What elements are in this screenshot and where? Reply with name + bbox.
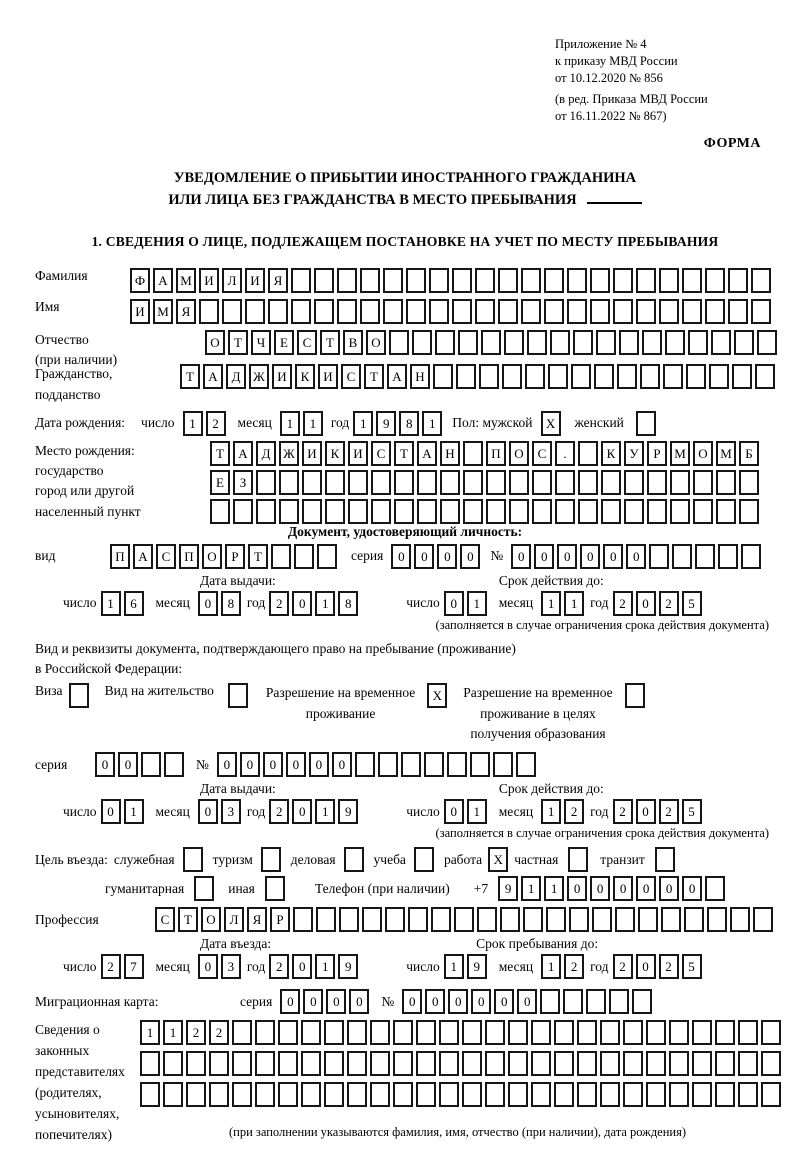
form-title xyxy=(35,168,775,212)
residence-expiry-month-input[interactable]: 1 2 xyxy=(541,799,584,824)
stay-until-header: Срок пребывания до: xyxy=(476,936,599,952)
migration-card-row xyxy=(35,989,775,1014)
annex-edition-line: от 16.11.2022 № 867) xyxy=(555,108,667,123)
day-label: число xyxy=(63,803,97,819)
expiry-date-header: Срок действия до: xyxy=(498,781,604,797)
birth-date-row xyxy=(35,411,775,436)
residence-issue-month-input[interactable]: 0 3 xyxy=(198,799,241,824)
residence-doc-number-input[interactable]: 0 0 0 0 0 0 xyxy=(217,752,536,777)
representatives-line2-input[interactable] xyxy=(140,1051,775,1076)
identity-expiry-day-input[interactable]: 0 1 xyxy=(444,591,487,616)
representatives-line1-input[interactable]: 1 1 2 2 xyxy=(140,1020,775,1045)
year-label: год xyxy=(590,803,609,819)
entry-date-headers xyxy=(35,936,775,952)
temp-permit-label: Разрешение на временное проживание xyxy=(265,685,416,721)
residence-permit-checkbox[interactable] xyxy=(228,683,248,708)
visit-purpose-row2 xyxy=(35,876,775,901)
title-blank-line xyxy=(587,198,642,204)
birth-year-input[interactable]: 1 9 8 1 xyxy=(353,411,442,436)
day-label: число xyxy=(406,595,440,611)
identity-doc-kind-input[interactable]: П А С П О Р Т xyxy=(110,544,337,569)
identity-doc-dates-row xyxy=(35,591,775,616)
birth-place-line1-input[interactable]: Т А Д Ж И К И С Т А Н П О С . К У Р М О М Б xyxy=(210,441,759,466)
month-label: месяц xyxy=(498,595,534,611)
profession-row xyxy=(35,907,775,932)
birth-place-label: Место рождения: государство город или другой населенный пункт xyxy=(35,442,141,519)
purpose-official-label: служебная xyxy=(113,851,175,867)
purpose-work-label: работа xyxy=(443,851,483,867)
annex-line: от 10.12.2020 № 856 xyxy=(555,70,663,85)
citizenship-row xyxy=(35,364,775,405)
year-label: год xyxy=(330,415,350,431)
month-label: месяц xyxy=(237,415,272,431)
visit-purpose-row1 xyxy=(35,847,775,872)
phone-input[interactable]: 9 1 1 0 0 0 0 0 0 xyxy=(498,876,725,901)
purpose-tourism-label: туризм xyxy=(212,851,253,867)
given-name-row xyxy=(35,299,775,324)
profession-input[interactable]: С Т О Л Я Р xyxy=(155,907,773,932)
birth-place-line3-input[interactable] xyxy=(210,499,759,524)
entry-month-input[interactable]: 0 3 xyxy=(198,954,241,979)
purpose-tourism-checkbox[interactable] xyxy=(261,847,281,872)
expiry-date-header: Срок действия до: xyxy=(498,572,604,588)
identity-expiry-month-input[interactable]: 1 1 xyxy=(541,591,584,616)
day-label: число xyxy=(63,958,97,974)
sex-male-checkbox[interactable]: X xyxy=(541,411,561,436)
identity-issue-month-input[interactable]: 0 8 xyxy=(198,591,241,616)
entry-day-input[interactable]: 2 7 xyxy=(101,954,144,979)
year-label: год xyxy=(246,595,266,611)
day-label: число xyxy=(406,958,440,974)
surname-input[interactable]: Ф А М И Л И Я xyxy=(130,268,771,293)
residence-doc-series-input[interactable]: 0 0 xyxy=(95,752,184,777)
purpose-other-label: иная xyxy=(228,880,255,896)
birth-place-row xyxy=(35,441,775,524)
purpose-private-label: частная xyxy=(514,851,559,867)
annex-line: к приказу МВД России xyxy=(555,53,678,68)
stay-day-input[interactable]: 1 9 xyxy=(444,954,487,979)
issue-date-header: Дата выдачи: xyxy=(200,572,276,588)
citizenship-label: Гражданство, подданство xyxy=(35,366,113,402)
edu-permit-checkbox[interactable] xyxy=(625,683,645,708)
month-label: месяц xyxy=(155,595,190,611)
annex-line: Приложение № 4 xyxy=(555,37,647,51)
form-title-line1: УВЕДОМЛЕНИЕ О ПРИБЫТИИ ИНОСТРАННОГО ГРАЖДАНИНА xyxy=(173,170,637,187)
identity-doc-series-label: серия xyxy=(351,548,384,564)
edu-permit-label: Разрешение на временное проживание в целях получения образования xyxy=(463,685,613,741)
year-label: год xyxy=(246,803,266,819)
year-label: год xyxy=(246,958,266,974)
identity-doc-number-label: № xyxy=(490,548,504,564)
entry-date-header: Дата въезда: xyxy=(200,936,272,952)
representatives-row xyxy=(35,1020,775,1146)
representatives-line3-input[interactable] xyxy=(140,1082,775,1107)
identity-doc-series-input[interactable]: 0 0 0 0 xyxy=(391,544,480,569)
birth-place-line2-input[interactable]: Е З xyxy=(210,470,759,495)
purpose-humanitarian-checkbox[interactable] xyxy=(194,876,214,901)
year-label: год xyxy=(590,595,609,611)
purpose-other-checkbox[interactable] xyxy=(265,876,285,901)
day-label: число xyxy=(63,595,97,611)
purpose-transit-checkbox[interactable] xyxy=(655,847,675,872)
purpose-transit-label: транзит xyxy=(600,851,645,867)
migration-card-number-input[interactable]: 0 0 0 0 0 0 xyxy=(402,989,652,1014)
identity-doc-date-headers xyxy=(35,573,775,589)
sex-female-label: женский xyxy=(574,415,624,431)
annex-reference xyxy=(555,36,775,124)
identity-doc-heading: Документ, удостоверяющий личность: xyxy=(287,523,523,539)
form-label: ФОРМА xyxy=(703,136,761,152)
surname-row xyxy=(35,268,775,293)
month-label: месяц xyxy=(155,803,190,819)
citizenship-input[interactable]: Т А Д Ж И К И С Т А Н xyxy=(180,364,775,389)
section1-heading: 1. СВЕДЕНИЯ О ЛИЦЕ, ПОДЛЕЖАЩЕМ ПОСТАНОВКЕ НА УЧЕТ ПО МЕСТУ ПРЕБЫВАНИЯ xyxy=(91,233,719,249)
migration-card-label: Миграционная карта: xyxy=(35,993,159,1009)
residence-doc-expiry-note: (заполняется в случае ограничения срока действия документа) xyxy=(435,826,769,841)
given-name-label: Имя xyxy=(35,298,60,314)
identity-doc-row xyxy=(35,544,775,569)
identity-doc-number-input[interactable]: 0 0 0 0 0 0 xyxy=(511,544,761,569)
purpose-study-label: учеба xyxy=(373,851,406,867)
surname-label: Фамилия xyxy=(35,267,88,283)
month-label: месяц xyxy=(498,803,534,819)
form-title-line2: ИЛИ ЛИЦА БЕЗ ГРАЖДАНСТВА В МЕСТО ПРЕБЫВАНИЯ xyxy=(35,190,775,212)
identity-issue-year-input[interactable]: 2 0 1 8 xyxy=(269,591,358,616)
issue-date-header: Дата выдачи: xyxy=(200,781,276,797)
migration-card-series-label: серия xyxy=(240,993,273,1009)
visa-label: Виза xyxy=(35,683,63,699)
phone-prefix: +7 xyxy=(473,880,489,896)
phone-label: Телефон (при наличии) xyxy=(314,880,450,896)
purpose-study-checkbox[interactable] xyxy=(414,847,434,872)
residence-doc-dates-row xyxy=(35,799,775,824)
day-label: число xyxy=(406,803,440,819)
residence-expiry-year-input[interactable]: 2 0 2 5 xyxy=(613,799,702,824)
purpose-business-label: деловая xyxy=(290,851,336,867)
purpose-official-checkbox[interactable] xyxy=(183,847,203,872)
purpose-private-checkbox[interactable] xyxy=(568,847,588,872)
identity-issue-day-input[interactable]: 1 6 xyxy=(101,591,144,616)
entry-year-input[interactable]: 2 0 1 9 xyxy=(269,954,358,979)
visit-purpose-label: Цель въезда: xyxy=(35,851,108,867)
residence-doc-series-row xyxy=(35,752,775,777)
residence-doc-type-row xyxy=(35,683,775,744)
identity-doc-expiry-note: (заполняется в случае ограничения срока действия документа) xyxy=(435,617,769,632)
identity-expiry-year-input[interactable]: 2 0 2 5 xyxy=(613,591,702,616)
sex-female-checkbox[interactable] xyxy=(636,411,656,436)
residence-doc-date-headers xyxy=(35,781,775,797)
patronymic-label: Отчество (при наличии) xyxy=(35,331,118,368)
stay-month-input[interactable]: 1 2 xyxy=(541,954,584,979)
annex-edition-line: (в ред. Приказа МВД России xyxy=(555,91,708,106)
migration-card-series-input[interactable]: 0 0 0 0 xyxy=(280,989,369,1014)
given-name-input[interactable]: И М Я xyxy=(130,299,771,324)
visa-checkbox[interactable] xyxy=(69,683,89,708)
residence-doc-intro: Вид и реквизиты документа, подтверждающего право на пребывание (проживание) в Российской Федерации: xyxy=(35,640,516,677)
birth-month-input[interactable]: 1 1 xyxy=(280,411,323,436)
representatives-note: (при заполнении указываются фамилия, имя, отчество (при наличии), дата рождения) xyxy=(228,1125,687,1140)
month-label: месяц xyxy=(498,958,534,974)
birth-day-input[interactable]: 1 2 xyxy=(183,411,226,436)
month-label: месяц xyxy=(155,958,190,974)
day-label: число xyxy=(141,415,175,431)
patronymic-input[interactable]: О Т Ч Е С Т В О xyxy=(205,330,777,355)
stay-year-input[interactable]: 2 0 2 5 xyxy=(613,954,702,979)
migration-card-number-label: № xyxy=(381,993,395,1009)
year-label: год xyxy=(590,958,609,974)
purpose-work-checkbox[interactable]: X xyxy=(488,847,508,872)
entry-dates-row xyxy=(35,954,775,979)
identity-doc-kind-label: вид xyxy=(35,548,56,564)
residence-doc-number-label: № xyxy=(196,756,209,772)
representatives-label: Сведения о законных представителях (родителях, усыновителях, попечителях) xyxy=(35,1022,125,1142)
purpose-business-checkbox[interactable] xyxy=(344,847,364,872)
residence-permit-label: Вид на жительство xyxy=(104,683,214,699)
profession-label: Профессия xyxy=(35,911,99,927)
birth-date-label: Дата рождения: xyxy=(35,415,126,431)
residence-expiry-day-input[interactable]: 0 1 xyxy=(444,799,487,824)
sex-male-label: Пол: мужской xyxy=(452,415,533,431)
purpose-humanitarian-label: гуманитарная xyxy=(105,880,185,896)
residence-issue-year-input[interactable]: 2 0 1 9 xyxy=(269,799,358,824)
residence-doc-series-label: серия xyxy=(35,756,68,772)
temp-permit-checkbox[interactable]: X xyxy=(427,683,447,708)
residence-issue-day-input[interactable]: 0 1 xyxy=(101,799,144,824)
